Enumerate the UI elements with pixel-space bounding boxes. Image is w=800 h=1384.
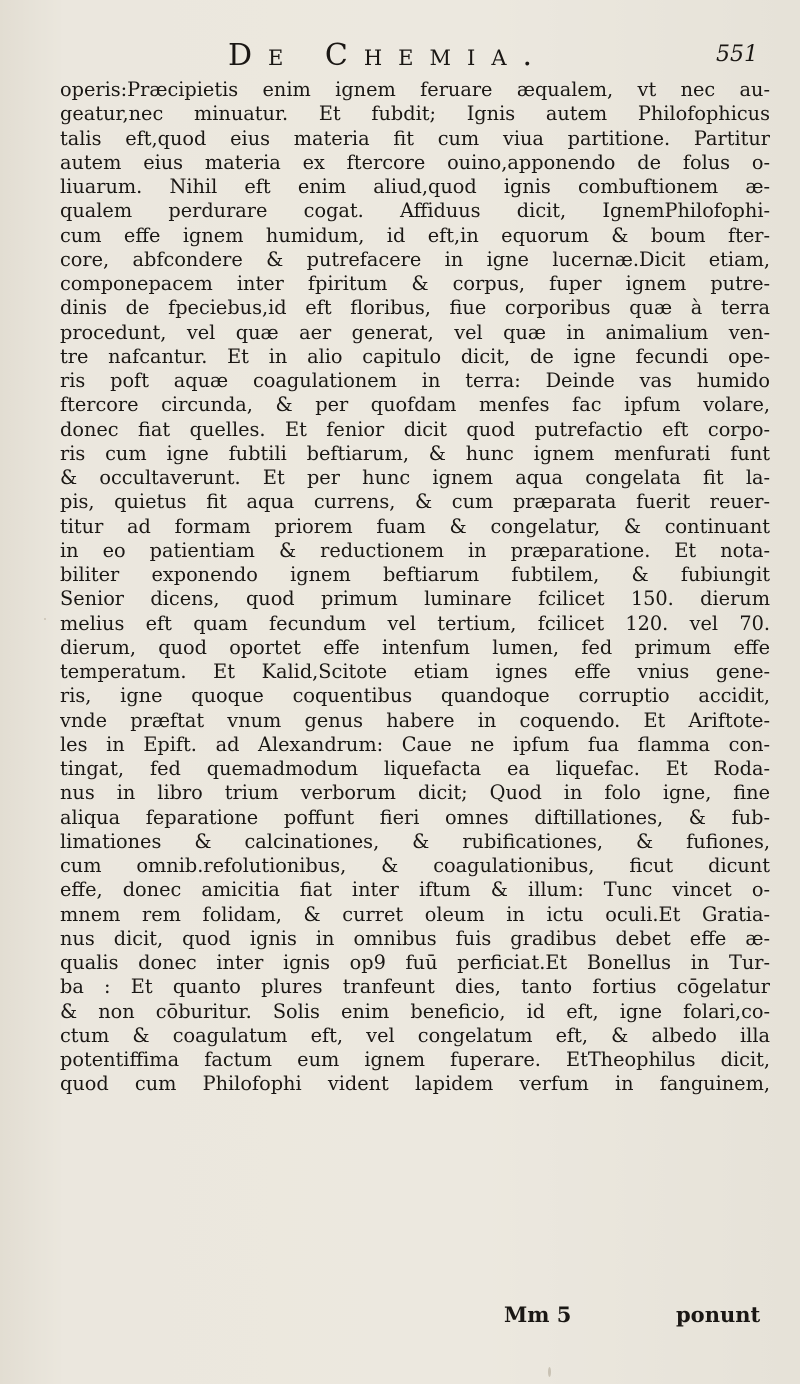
text-line: dierum, quod oportet effe intenfum lumen, fed primum effe (60, 635, 770, 659)
text-line: geatur,nec minuatur. Et fubdit; Ignis autem Philofophicus (60, 102, 770, 126)
paper-speck (548, 1367, 551, 1377)
running-title: De Chemia. (228, 38, 549, 73)
body-text (60, 78, 770, 1097)
text-line: les in Epift. ad Alexandrum: Caue ne ipfum fua flamma con- (60, 732, 770, 756)
text-line: core, abfcondere & putrefacere in igne lucernæ.Dicit etiam, (60, 247, 770, 271)
text-line: mnem rem folidam, & curret oleum in ictu oculi.Et Gratia- (60, 902, 770, 926)
text-line: dinis de fpeciebus,id eft floribus, fiue corporibus quæ à terra (60, 296, 770, 320)
text-line: componepacem inter fpiritum & corpus, fuper ignem putre- (60, 272, 770, 295)
text-line: nus dicit, quod ignis in omnibus fuis gradibus debet effe æ- (60, 926, 770, 950)
text-line: in eo patientiam & reductionem in præparatione. Et nota- (60, 538, 770, 562)
text-line: temperatum. Et Kalid,Scitote etiam ignes effe vnius gene- (60, 660, 770, 683)
text-line: ba : Et quanto plures tranfeunt dies, tanto fortius cōgelatur (60, 975, 770, 999)
text-line: donec fiat quelles. Et fenior dicit quod putrefactio eft corpo- (60, 417, 770, 441)
text-line: nus in libro trium verborum dicit; Quod in folo igne, fine (60, 781, 770, 805)
text-line: liuarum. Nihil eft enim aliud,quod ignis combuftionem æ- (60, 175, 770, 198)
text-line: titur ad formam priorem fuam & congelatur, & continuant (60, 514, 770, 538)
text-line: tingat, fed quemadmodum liquefacta ea liquefac. Et Roda- (60, 757, 770, 780)
page-footer (0, 1302, 800, 1328)
text-line: talis eft,quod eius materia fit cum viua partitione. Partitur (60, 126, 770, 150)
text-line: aliqua feparatione poffunt fieri omnes diftillationes, & fub- (60, 805, 770, 829)
text-line: & occultaverunt. Et per hunc ignem aqua congelata fit la- (60, 466, 770, 489)
text-line: & non cōburitur. Solis enim beneficio, id eft, igne folari,co- (60, 999, 770, 1023)
text-line: vnde præftat vnum genus habere in coquendo. Et Ariftote- (60, 708, 770, 732)
text-line: qualis donec inter ignis op9 fuū perficiat.Et Bonellus in Tur- (60, 951, 770, 974)
text-line: pis, quietus fit aqua currens, & cum præparata fuerit reuer- (60, 490, 770, 514)
text-line: ftercore circunda, & per quofdam menfes fac ipfum volare, (60, 393, 770, 417)
text-line: operis:Præcipietis enim ignem feruare æqualem, vt nec au- (60, 78, 770, 101)
text-line: limationes & calcinationes, & rubificationes, & fufiones, (60, 829, 770, 853)
catchword: ponunt (676, 1302, 761, 1327)
text-line: Senior dicens, quod primum luminare fcilicet 150. dierum (60, 587, 770, 611)
signature-mark: Mm 5 (504, 1302, 572, 1327)
text-line: autem eius materia ex ftercore ouino,apponendo de folus o- (60, 150, 770, 174)
text-line: ris, igne quoque coquentibus quandoque corruptio accidit, (60, 684, 770, 708)
text-line: potentiffima factum eum ignem fuperare. EtTheophilus dicit, (60, 1048, 770, 1071)
text-line: ris poft aquæ coagulationem in terra: Deinde vas humido (60, 369, 770, 392)
paper-speck (44, 618, 46, 620)
text-line: biliter exponendo ignem beftiarum fubtilem, & fubiungit (60, 563, 770, 586)
text-line: effe, donec amicitia fiat inter iftum & illum: Tunc vincet o- (60, 878, 770, 902)
text-line: qualem perdurare cogat. Affiduus dicit, IgnemPhilofophi- (60, 199, 770, 223)
text-line: cum effe ignem humidum, id eft,in equorum & boum fter- (60, 223, 770, 247)
text-line: melius eft quam fecundum vel tertium, fcilicet 120. vel 70. (60, 611, 770, 635)
text-line: quod cum Philofophi vident lapidem verfum in fanguinem, (60, 1072, 770, 1096)
text-line: cum omnib.refolutionibus, & coagulationibus, ficut dicunt (60, 854, 770, 877)
page-number: 551 (716, 42, 758, 67)
page-header (0, 38, 800, 74)
text-line: ris cum igne fubtili beftiarum, & hunc ignem menfurati funt (60, 441, 770, 465)
text-line: ctum & coagulatum eft, vel congelatum eft, & albedo illa (60, 1023, 770, 1047)
text-line: procedunt, vel quæ aer generat, vel quæ in animalium ven- (60, 320, 770, 344)
text-line: tre nafcantur. Et in alio capitulo dicit, de igne fecundi ope- (60, 344, 770, 368)
